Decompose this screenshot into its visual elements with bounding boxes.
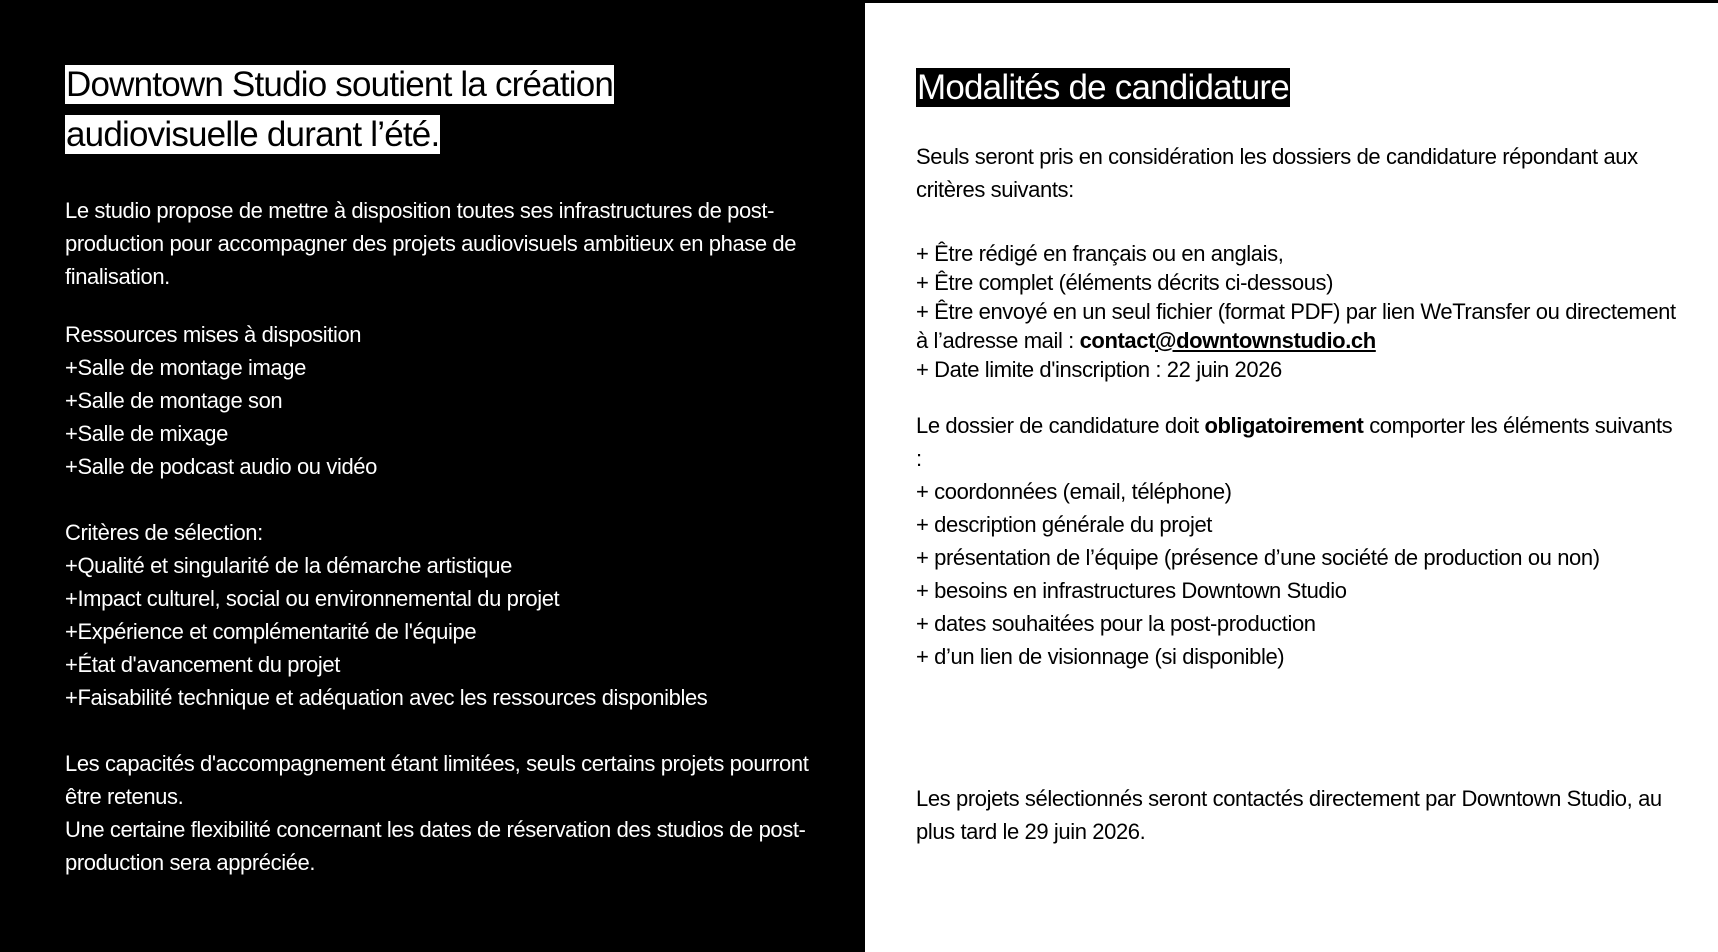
flexibility-note: Une certaine flexibilité concernant les dates de réservation des studios de post-production sera appréciée. [65,817,806,875]
left-intro: Le studio propose de mettre à disposition toutes ses infrastructures de post-production pour accompagner des projets audiovisuels ambitieux en phase de finalisation. [65,198,797,289]
resource-item: +Salle de montage son [65,388,283,413]
criteria-section [65,516,824,714]
left-title [65,60,824,160]
rule-item [916,297,1678,355]
criteria-item: +Expérience et complémentarité de l'équipe [65,619,477,644]
resources-section [65,318,824,483]
criteria-item: +Impact culturel, social ou environnemental du projet [65,586,560,611]
criteria-item: +État d'avancement du projet [65,652,340,677]
left-title-line-1: Downtown Studio soutient la création [66,65,614,104]
rule-item: + Date limite d'inscription : 22 juin 2026 [916,357,1282,382]
dossier-item: + d’un lien de visionnage (si disponible) [916,644,1285,669]
left-title-line-2: audiovisuelle durant l’été. [66,115,440,154]
dossier-item: + description générale du projet [916,512,1213,537]
email-domain: @downtownstudio.ch [1155,328,1376,353]
resources-heading: Ressources mises à disposition [65,322,362,347]
right-panel [864,0,1718,952]
criteria-list [65,549,824,714]
dossier-lead [916,409,1678,475]
capacity-section [65,747,824,879]
email-prefix: contact [1079,328,1156,353]
dossier-lead-text: Le dossier de candidature doit [916,413,1205,438]
dossier-tail-text: comporter les éléments suivants : [916,413,1673,471]
dossier-item: + présentation de l’équipe (présence d’une société de production ou non) [916,545,1600,570]
criteria-item: +Qualité et singularité de la démarche artistique [65,553,512,578]
rules-list [916,239,1678,384]
dossier-section [916,409,1678,673]
right-intro: Seuls seront pris en considération les dossiers de candidature répondant aux critères suivants: [916,144,1638,202]
criteria-heading: Critères de sélection: [65,520,263,545]
right-title [916,63,1678,113]
dossier-list [916,475,1678,673]
rule-item: + Être complet (éléments décrits ci-dessous) [916,270,1334,295]
dossier-item: + dates souhaitées pour la post-production [916,611,1316,636]
capacity-note: Les capacités d'accompagnement étant limitées, seuls certains projets pourront être retenus. [65,751,809,809]
resource-item: +Salle de podcast audio ou vidéo [65,454,377,479]
dossier-item: + coordonnées (email, téléphone) [916,479,1232,504]
rule-text: + Être envoyé en un seul fichier (format PDF) par lien WeTransfer ou directement à l’adresse mail : [916,299,1676,353]
rule-item: + Être rédigé en français ou en anglais, [916,241,1284,266]
right-title-text: Modalités de candidature [917,68,1289,107]
dossier-item: + besoins en infrastructures Downtown Studio [916,578,1347,603]
dossier-emphasis: obligatoirement [1204,413,1364,438]
resource-item: +Salle de mixage [65,421,228,446]
email-link[interactable] [1080,328,1376,353]
resource-item: +Salle de montage image [65,355,306,380]
resources-list [65,351,824,483]
contact-note: Les projets sélectionnés seront contactés directement par Downtown Studio, au plus tard le 29 juin 2026. [916,786,1662,844]
criteria-item: +Faisabilité technique et adéquation avec les ressources disponibles [65,685,708,710]
